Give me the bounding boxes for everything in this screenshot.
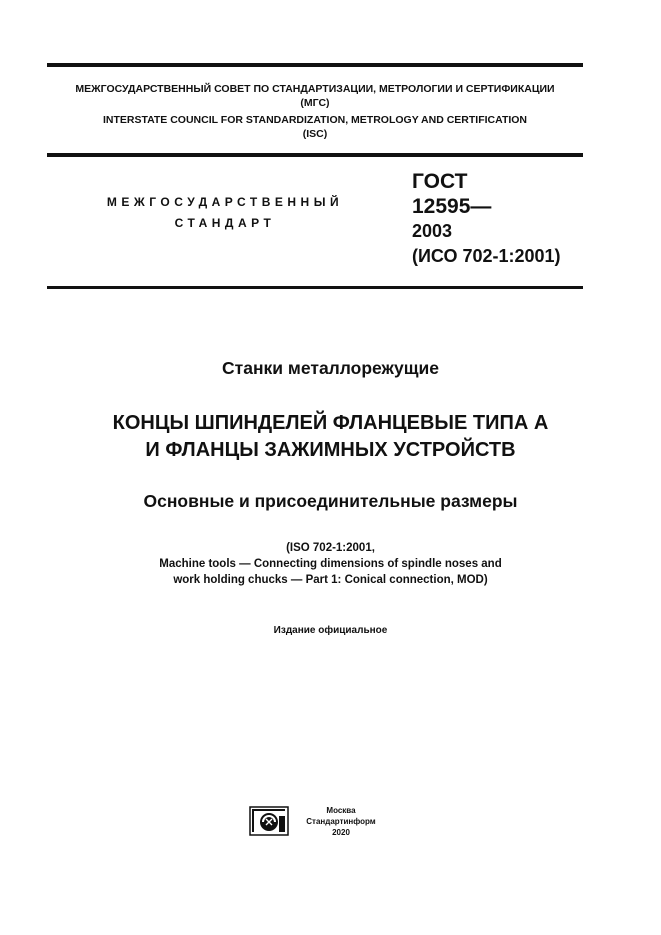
standard-type-line2: СТАНДАРТ xyxy=(174,216,276,230)
header-rule xyxy=(47,153,583,157)
main-title-line1: КОНЦЫ ШПИНДЕЛЕЙ ФЛАНЦЕВЫЕ ТИПА А xyxy=(112,412,549,434)
standartinform-logo-icon xyxy=(249,806,289,836)
main-title xyxy=(0,410,661,464)
top-rule xyxy=(47,63,583,67)
council-ru-abbr: (МГС) xyxy=(300,97,330,109)
standard-type-line1: МЕЖГОСУДАРСТВЕННЫЙ xyxy=(106,195,344,209)
gost-label: ГОСТ xyxy=(412,170,468,193)
main-title-line2: И ФЛАНЦЫ ЗАЖИМНЫХ УСТРОЙСТВ xyxy=(145,439,516,461)
designation-rule xyxy=(47,286,583,289)
subtitle: Основные и присоединительные размеры xyxy=(143,491,518,511)
iso-reference xyxy=(0,540,661,588)
gost-iso-ref: (ИСО 702-1:2001) xyxy=(412,246,561,266)
publisher xyxy=(296,805,386,838)
council-en-abbr: (ISC) xyxy=(302,128,328,140)
edition-label: Издание официальное xyxy=(273,625,388,636)
council-en-name: INTERSTATE COUNCIL FOR STANDARDIZATION, METROLOGY AND CERTIFICATION xyxy=(102,114,528,126)
gost-year: 2003 xyxy=(412,221,453,241)
iso-line3: work holding chucks — Part 1: Conical connection, MOD) xyxy=(173,574,488,586)
publisher-city: Москва xyxy=(326,806,356,815)
council-ru-name: МЕЖГОСУДАРСТВЕННЫЙ СОВЕТ ПО СТАНДАРТИЗАЦИИ, МЕТРОЛОГИИ И СЕРТИФИКАЦИИ xyxy=(75,83,555,95)
gost-designation xyxy=(412,169,561,269)
publisher-year: 2020 xyxy=(332,828,350,837)
iso-line2: Machine tools — Connecting dimensions of spindle noses and xyxy=(159,558,502,570)
council-ru xyxy=(47,82,583,110)
category-title: Станки металлорежущие xyxy=(222,358,439,378)
council-en xyxy=(47,113,583,141)
publisher-name: Стандартинформ xyxy=(306,817,376,826)
gost-number: 12595— xyxy=(412,195,492,218)
standard-type xyxy=(60,192,390,234)
iso-line1: (ISO 702-1:2001, xyxy=(286,542,375,554)
